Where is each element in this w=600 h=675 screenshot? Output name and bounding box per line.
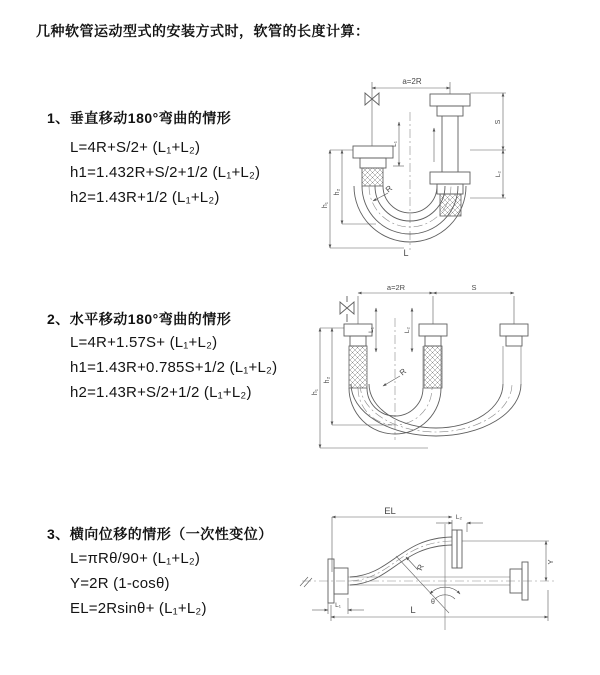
dim-label-radius: R xyxy=(415,562,426,572)
section-2-formula-h2: h2=1.43R+S/2+1/2 (L₁+L₂) xyxy=(70,384,252,401)
dim-connector-left xyxy=(391,122,404,166)
right-fitting xyxy=(500,324,528,346)
dim-label-l1: L₁ xyxy=(335,602,341,609)
section-2-heading: 2、水平移动180°弯曲的情形 xyxy=(47,311,232,327)
dim-label-stroke: S xyxy=(495,119,502,125)
dim-label-theta: θ xyxy=(431,599,435,606)
dim-label-h-outer: h₁ xyxy=(322,201,329,209)
dim-heights xyxy=(322,150,404,248)
centerline-break-mark xyxy=(300,577,312,587)
dim-top xyxy=(358,283,514,324)
dim-label-h-outer: h₁ xyxy=(312,388,319,396)
dim-label-el: EL xyxy=(384,506,396,517)
dim-label-length: L xyxy=(403,248,409,258)
section-3-heading: 3、横向位移的情形（一次性变位） xyxy=(47,526,273,542)
left-fitting xyxy=(353,146,393,186)
section-3-formula-EL: EL=2Rsinθ+ (L₁+L₂) xyxy=(70,600,207,617)
right-pipe-assembly xyxy=(430,94,470,216)
section-1-formula-h2: h2=1.43R+1/2 (L₁+L₂) xyxy=(70,189,220,206)
dim-connector-mid xyxy=(404,308,412,352)
section-3-formula-Y: Y=2R (1-cosθ) xyxy=(70,575,170,592)
valve-icon xyxy=(340,296,354,322)
section-2-formula-L: L=4R+1.57S+ (L₁+L₂) xyxy=(70,334,218,351)
section-1-formula-h1: h1=1.432R+S/2+1/2 (L₁+L₂) xyxy=(70,164,261,181)
dim-label-conn-left: L₁ xyxy=(391,141,398,147)
diagram-vertical-180-bend xyxy=(300,68,560,268)
dim-heights xyxy=(312,328,428,448)
dim-stroke-right xyxy=(470,93,506,198)
dim-label-conn-left: L₁ xyxy=(368,327,375,333)
dim-length xyxy=(331,590,548,621)
dim-span xyxy=(372,77,450,146)
diagram-lateral-displacement xyxy=(293,498,565,658)
dim-label-stroke: S xyxy=(471,283,477,292)
section-3-formula-L: L=πRθ/90+ (L₁+L₂) xyxy=(70,550,201,567)
dim-y xyxy=(462,541,555,581)
dim-label-conn-right: L₂ xyxy=(495,170,502,178)
dim-label-span: a=2R xyxy=(386,283,406,292)
dim-label-radius: R xyxy=(397,366,409,378)
dim-label-y: Y xyxy=(546,559,555,565)
dim-label-conn-mid: L₂ xyxy=(404,326,411,334)
section-1-heading: 1、垂直移动180°弯曲的情形 xyxy=(47,110,232,126)
page-title: 几种软管运动型式的安装方式时，软管的长度计算： xyxy=(36,23,370,39)
dim-label-radius: R xyxy=(383,183,395,195)
diagram-horizontal-180-bend xyxy=(300,278,565,468)
dim-label-h-inner: h₂ xyxy=(334,188,341,196)
dim-label-length: L xyxy=(410,605,416,616)
dim-label-l2: L₂ xyxy=(455,514,463,521)
section-1-formula-L: L=4R+S/2+ (L₁+L₂) xyxy=(70,139,201,156)
dim-connector-left xyxy=(368,308,376,352)
top-right-flange xyxy=(452,530,462,568)
dim-l1 xyxy=(312,598,364,614)
dim-label-span: a=2R xyxy=(402,77,422,86)
radius-leader xyxy=(383,366,408,386)
section-2-formula-h1: h1=1.43R+0.785S+1/2 (L₁+L₂) xyxy=(70,359,278,376)
centerline xyxy=(300,577,556,587)
dim-label-h-inner: h₂ xyxy=(324,376,331,384)
